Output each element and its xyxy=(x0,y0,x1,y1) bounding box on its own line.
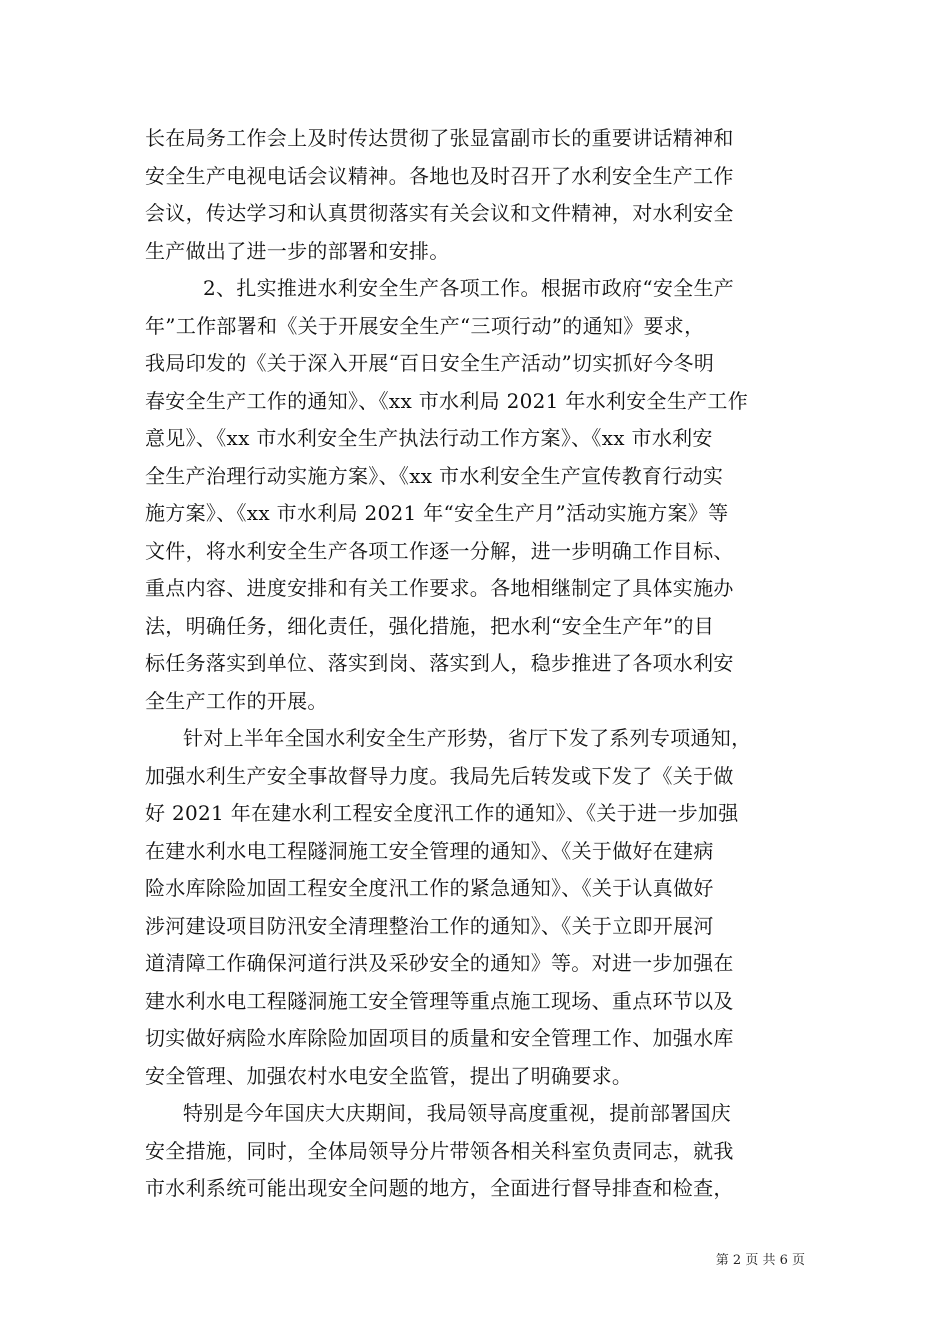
text-line: 会议，传达学习和认真贯彻落实有关会议和文件精神，对水利安全 xyxy=(145,201,734,225)
paragraph-3 xyxy=(145,720,805,1095)
text-line: 我局印发的《关于深入开展“百日安全生产活动”切实抓好今冬明 xyxy=(145,351,715,375)
text-line: 春安全生产工作的通知》、《xx 市水利局 2021 年水利安全生产工作 xyxy=(145,388,749,413)
text-line: 道清障工作确保河道行洪及采砂安全的通知》等。对进一步加强在 xyxy=(145,951,734,975)
text-line: 安全措施，同时，全体局领导分片带领各相关科室负责同志，就我 xyxy=(145,1138,734,1163)
paragraph-4 xyxy=(145,1095,805,1208)
text-line: 险水库除险加固工程安全度汛工作的紧急通知》、《关于认真做好 xyxy=(145,876,714,900)
text-line: 施方案》、《xx 市水利局 2021 年“安全生产月”活动实施方案》等 xyxy=(145,501,729,525)
text-line: 重点内容、进度安排和有关工作要求。各地相继制定了具体实施办 xyxy=(145,576,734,600)
text-line: 长在局务工作会上及时传达贯彻了张显富副市长的重要讲话精神和 xyxy=(145,126,734,150)
text-line: 标任务落实到单位、落实到岗、落实到人，稳步推进了各项水利安 xyxy=(145,651,734,675)
text-line: 生产做出了进一步的部署和安排。 xyxy=(145,238,450,263)
text-line: 2、扎实推进水利安全生产各项工作。根据市政府“安全生产 xyxy=(203,276,735,300)
text-line: 加强水利生产安全事故督导力度。我局先后转发或下发了《关于做 xyxy=(145,763,734,788)
text-line: 文件，将水利安全生产各项工作逐一分解，进一步明确工作目标、 xyxy=(145,538,734,563)
text-line: 意见》、《xx 市水利安全生产执法行动工作方案》、《xx 市水利安 xyxy=(145,426,713,450)
text-line: 建水利水电工程隧洞施工安全管理等重点施工现场、重点环节以及 xyxy=(145,988,734,1013)
text-line: 在建水利水电工程隧洞施工安全管理的通知》、《关于做好在建病 xyxy=(145,838,714,863)
page-number: 第 2 页 共 6 页 xyxy=(715,1253,805,1268)
text-line: 切实做好病险水库除险加固项目的质量和安全管理工作、加强水库 xyxy=(145,1026,734,1050)
text-line: 好 2021 年在建水利工程安全度汛工作的通知》、《关于进一步加强 xyxy=(145,801,739,825)
text-line: 全生产治理行动实施方案》、《xx 市水利安全生产宣传教育行动实 xyxy=(145,463,724,488)
paragraph-1 xyxy=(145,120,805,270)
text-line: 特别是今年国庆大庆期间，我局领导高度重视，提前部署国庆 xyxy=(183,1101,732,1125)
text-line: 年”工作部署和《关于开展安全生产“三项行动”的通知》要求， xyxy=(145,313,705,338)
paragraph-2 xyxy=(145,270,805,720)
text-line: 涉河建设项目防汛安全清理整治工作的通知》、《关于立即开展河 xyxy=(145,913,714,938)
text-line: 安全生产电视电话会议精神。各地也及时召开了水利安全生产工作 xyxy=(145,163,734,188)
document-body xyxy=(145,120,805,1208)
text-line: 全生产工作的开展。 xyxy=(145,688,328,713)
text-line: 市水利系统可能出现安全问题的地方，全面进行督导排查和检查， xyxy=(145,1176,734,1200)
text-line: 安全管理、加强农村水电安全监管，提出了明确要求。 xyxy=(145,1063,633,1088)
text-line: 针对上半年全国水利安全生产形势，省厅下发了系列专项通知， xyxy=(183,726,752,750)
text-line: 法，明确任务，细化责任，强化措施，把水利“安全生产年”的目 xyxy=(145,613,715,638)
